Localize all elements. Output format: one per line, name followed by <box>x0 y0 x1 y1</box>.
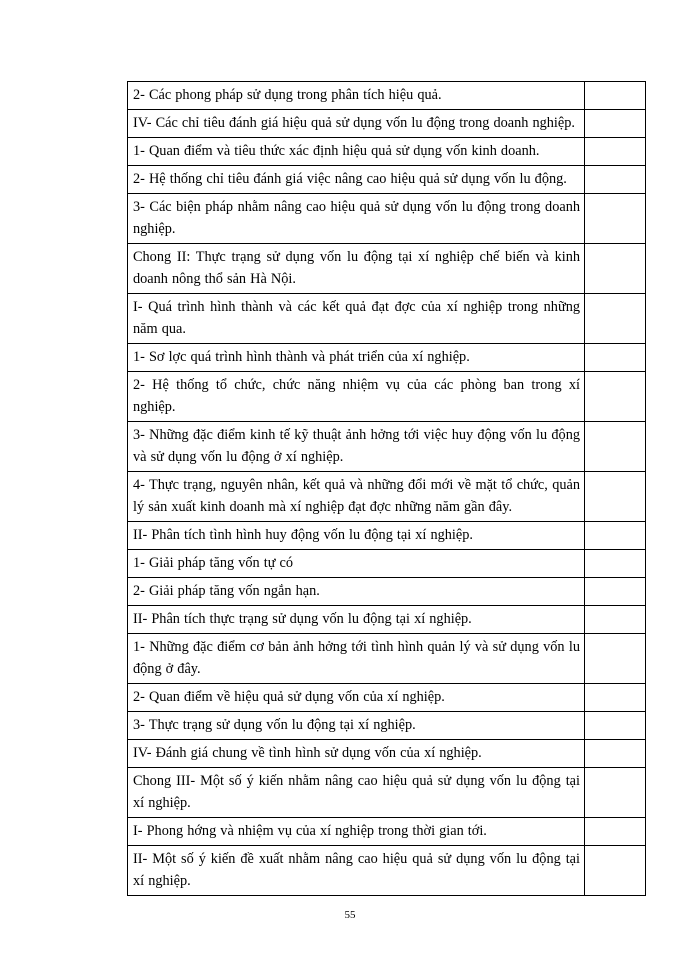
toc-row <box>128 82 646 110</box>
toc-entry-page <box>585 634 646 684</box>
page-number: 55 <box>344 909 356 921</box>
toc-row <box>128 684 646 712</box>
toc-body <box>128 82 646 896</box>
toc-entry-text: 4- Thực trạng, nguyên nhân, kết quả và những đổi mới về mặt tổ chức, quản lý sản xuất kinh doanh mà xí nghiệp đạt đợc những năm gần đây. <box>128 472 585 522</box>
toc-row <box>128 768 646 818</box>
toc-row <box>128 606 646 634</box>
toc-row <box>128 818 646 846</box>
toc-entry-page <box>585 606 646 634</box>
table-of-contents <box>127 81 646 896</box>
toc-row <box>128 634 646 684</box>
toc-row <box>128 522 646 550</box>
toc-entry-page <box>585 550 646 578</box>
toc-entry-page <box>585 578 646 606</box>
toc-row <box>128 244 646 294</box>
toc-entry-page <box>585 712 646 740</box>
toc-entry-page <box>585 344 646 372</box>
toc-entry-page <box>585 422 646 472</box>
toc-entry-page <box>585 110 646 138</box>
toc-entry-page <box>585 740 646 768</box>
toc-entry-page <box>585 166 646 194</box>
toc-entry-text: II- Phân tích tình hình huy động vốn lu động tại xí nghiệp. <box>128 522 585 550</box>
toc-entry-text: I- Phong hớng và nhiệm vụ của xí nghiệp trong thời gian tới. <box>128 818 585 846</box>
toc-row <box>128 846 646 896</box>
toc-entry-text: 2- Quan điểm về hiệu quả sử dụng vốn của xí nghiệp. <box>128 684 585 712</box>
toc-entry-page <box>585 522 646 550</box>
toc-entry-text: 1- Giải pháp tăng vốn tự có <box>128 550 585 578</box>
toc-row <box>128 166 646 194</box>
toc-entry-page <box>585 372 646 422</box>
toc-entry-text: II- Phân tích thực trạng sử dụng vốn lu động tại xí nghiệp. <box>128 606 585 634</box>
toc-entry-page <box>585 768 646 818</box>
toc-row <box>128 712 646 740</box>
toc-entry-text: I- Quá trình hình thành và các kết quả đạt đợc của xí nghiệp trong những năm qua. <box>128 294 585 344</box>
toc-entry-text: 3- Thực trạng sử dụng vốn lu động tại xí nghiệp. <box>128 712 585 740</box>
toc-row <box>128 194 646 244</box>
toc-entry-text: 2- Giải pháp tăng vốn ngắn hạn. <box>128 578 585 606</box>
toc-entry-page <box>585 194 646 244</box>
toc-entry-page <box>585 138 646 166</box>
toc-entry-page <box>585 82 646 110</box>
toc-entry-text: Chong III- Một số ý kiến nhằm nâng cao hiệu quả sử dụng vốn lu động tại xí nghiệp. <box>128 768 585 818</box>
toc-entry-text: 1- Sơ lợc quá trình hình thành và phát triển của xí nghiệp. <box>128 344 585 372</box>
toc-entry-text: 3- Các biện pháp nhằm nâng cao hiệu quả sử dụng vốn lu động trong doanh nghiệp. <box>128 194 585 244</box>
toc-entry-page <box>585 472 646 522</box>
toc-entry-text: 2- Hệ thống tổ chức, chức năng nhiệm vụ của các phòng ban trong xí nghiệp. <box>128 372 585 422</box>
toc-row <box>128 344 646 372</box>
toc-entry-page <box>585 684 646 712</box>
toc-entry-text: 3- Những đặc điểm kinh tế kỹ thuật ảnh hởng tới việc huy động vốn lu động và sử dụng vốn lu động ở xí nghiệp. <box>128 422 585 472</box>
toc-row <box>128 740 646 768</box>
toc-row <box>128 472 646 522</box>
toc-entry-text: 1- Quan điểm và tiêu thức xác định hiệu quả sử dụng vốn kinh doanh. <box>128 138 585 166</box>
toc-row <box>128 372 646 422</box>
toc-entry-text: IV- Đánh giá chung về tình hình sử dụng vốn của xí nghiệp. <box>128 740 585 768</box>
toc-entry-text: 1- Những đặc điểm cơ bản ảnh hởng tới tình hình quản lý và sử dụng vốn lu động ở đây. <box>128 634 585 684</box>
toc-entry-page <box>585 818 646 846</box>
toc-entry-text: Chong II: Thực trạng sử dụng vốn lu động tại xí nghiệp chế biến và kinh doanh nông thổ sản Hà Nội. <box>128 244 585 294</box>
toc-entry-text: 2- Hệ thống chỉ tiêu đánh giá việc nâng cao hiệu quả sử dụng vốn lu động. <box>128 166 585 194</box>
toc-entry-page <box>585 846 646 896</box>
toc-entry-page <box>585 294 646 344</box>
toc-entry-text: II- Một số ý kiến đề xuất nhằm nâng cao hiệu quả sử dụng vốn lu động tại xí nghiệp. <box>128 846 585 896</box>
toc-row <box>128 422 646 472</box>
toc-entry-text: 2- Các phong pháp sử dụng trong phân tích hiệu quả. <box>128 82 585 110</box>
toc-row <box>128 110 646 138</box>
toc-row <box>128 138 646 166</box>
toc-entry-page <box>585 244 646 294</box>
toc-entry-text: IV- Các chỉ tiêu đánh giá hiệu quả sử dụng vốn lu động trong doanh nghiệp. <box>128 110 585 138</box>
toc-row <box>128 550 646 578</box>
toc-row <box>128 294 646 344</box>
toc-row <box>128 578 646 606</box>
